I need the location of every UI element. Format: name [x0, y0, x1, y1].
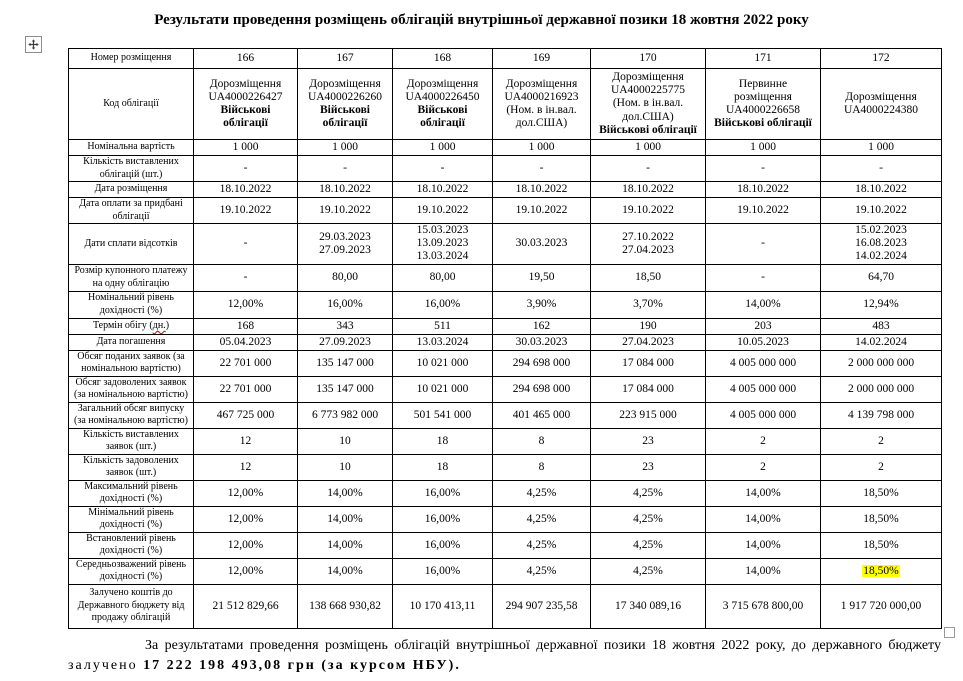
summary-line2-prefix: залучено — [68, 658, 144, 673]
table-cell: 14,00% — [298, 480, 393, 506]
table-cell: 2 000 000 000 — [821, 376, 942, 402]
table-cell: 80,00 — [298, 264, 393, 291]
table-cell: 80,00 — [393, 264, 493, 291]
table-cell: 10 021 000 — [393, 350, 493, 376]
table-cell: 190 — [591, 318, 706, 334]
row-label: Дата оплати за придбані облігації — [69, 198, 194, 224]
table-cell: 16,00% — [393, 506, 493, 532]
row-label: Встановлений рівень дохідності (%) — [69, 532, 194, 558]
table-cell: 401 465 000 — [493, 402, 591, 428]
table-row — [69, 49, 942, 69]
table-cell: 12,00% — [194, 558, 298, 584]
table-cell: 14,00% — [298, 558, 393, 584]
table-cell: 18.10.2022 — [194, 182, 298, 198]
table-cell: 223 915 000 — [591, 402, 706, 428]
table-cell: - — [706, 224, 821, 265]
table-row — [69, 334, 942, 350]
table-row — [69, 532, 942, 558]
table-cell: - — [591, 156, 706, 182]
table-cell: Дорозміщення UA4000226260 Військові облігації — [298, 69, 393, 140]
row-label: Обсяг поданих заявок (за номінальною вартістю) — [69, 350, 194, 376]
table-cell: 14,00% — [706, 291, 821, 318]
move-cross-icon — [28, 39, 39, 50]
table-cell: 18.10.2022 — [591, 182, 706, 198]
table-cell: - — [194, 156, 298, 182]
table-cell: 18,50% — [821, 558, 942, 584]
table-cell: 294 698 000 — [493, 350, 591, 376]
table-cell: 16,00% — [393, 291, 493, 318]
table-cell: 27.09.2023 — [298, 334, 393, 350]
table-cell: 167 — [298, 49, 393, 69]
table-cell: Дорозміщення UA4000225775 (Ном. в ін.вал. дол.США) Військові облігації — [591, 69, 706, 140]
table-cell: Дорозміщення UA4000216923 (Ном. в ін.вал. дол.США) — [493, 69, 591, 140]
table-row — [69, 264, 942, 291]
table-cell: 10 170 413,11 — [393, 584, 493, 628]
page-title: Результати проведення розміщень облігацій внутрішньої державної позики 18 жовтня 2022 року — [154, 12, 809, 28]
table-cell: 170 — [591, 49, 706, 69]
table-cell: 22 701 000 — [194, 350, 298, 376]
table-cell: 10 — [298, 454, 393, 480]
table-cell: 169 — [493, 49, 591, 69]
table-cell: 15.03.2023 13.09.2023 13.03.2024 — [393, 224, 493, 265]
table-cell: 1 000 — [591, 140, 706, 156]
row-label: Середньозважений рівень дохідності (%) — [69, 558, 194, 584]
table-cell: 3,90% — [493, 291, 591, 318]
table-cell: 18 — [393, 454, 493, 480]
table-row — [69, 480, 942, 506]
row-label: Кількість виставлених заявок (шт.) — [69, 428, 194, 454]
table-row — [69, 558, 942, 584]
table-row — [69, 318, 942, 334]
table-cell: 2 — [706, 454, 821, 480]
table-cell: 4,25% — [493, 506, 591, 532]
row-label: Загальний обсяг випуску (за номінальною вартістю) — [69, 402, 194, 428]
table-cell: 18.10.2022 — [298, 182, 393, 198]
table-cell: 294 907 235,58 — [493, 584, 591, 628]
row-label: Розмір купонного платежу на одну облігацію — [69, 264, 194, 291]
table-row — [69, 428, 942, 454]
table-cell: - — [393, 156, 493, 182]
table-cell: 12,94% — [821, 291, 942, 318]
table-cell: 18.10.2022 — [706, 182, 821, 198]
summary-line2 — [68, 656, 941, 676]
table-cell: 14,00% — [706, 480, 821, 506]
table-cell: 172 — [821, 49, 942, 69]
table-cell: 1 000 — [821, 140, 942, 156]
bond-results-table — [68, 48, 942, 629]
table-cell: 135 147 000 — [298, 350, 393, 376]
summary-total-amount: 17 222 198 493,08 грн (за курсом НБУ). — [143, 658, 461, 673]
table-cell: 18,50% — [821, 480, 942, 506]
table-cell: 29.03.2023 27.09.2023 — [298, 224, 393, 265]
table-move-handle[interactable] — [25, 36, 42, 53]
table-cell: 19.10.2022 — [821, 198, 942, 224]
row-label: Кількість виставлених облігацій (шт.) — [69, 156, 194, 182]
table-cell: 1 000 — [194, 140, 298, 156]
table-cell: 14,00% — [298, 506, 393, 532]
table-cell: 27.10.2022 27.04.2023 — [591, 224, 706, 265]
table-cell: 16,00% — [393, 532, 493, 558]
table-row — [69, 198, 942, 224]
row-label: Код облігації — [69, 69, 194, 140]
summary-line1: За результатами проведення розміщень облігацій внутрішньої державної позики 18 жовтня 2022 року, до державного бюджету — [145, 638, 941, 653]
table-cell: 6 773 982 000 — [298, 402, 393, 428]
table-cell: 1 000 — [706, 140, 821, 156]
table-cell: 4 139 798 000 — [821, 402, 942, 428]
table-cell: 12,00% — [194, 532, 298, 558]
table-cell: 16,00% — [298, 291, 393, 318]
table-row — [69, 224, 942, 265]
table-cell: - — [493, 156, 591, 182]
table-cell: 21 512 829,66 — [194, 584, 298, 628]
table-cell: 14,00% — [706, 558, 821, 584]
table-row — [69, 376, 942, 402]
table-cell: 1 000 — [298, 140, 393, 156]
table-cell: 15.02.2023 16.08.2023 14.02.2024 — [821, 224, 942, 265]
table-cell: 27.04.2023 — [591, 334, 706, 350]
table-cell: 19.10.2022 — [298, 198, 393, 224]
table-cell: 138 668 930,82 — [298, 584, 393, 628]
table-cell: 23 — [591, 454, 706, 480]
row-label: Обсяг задоволених заявок (за номінальною вартістю) — [69, 376, 194, 402]
table-cell: 22 701 000 — [194, 376, 298, 402]
table-cell: 17 084 000 — [591, 350, 706, 376]
table-row — [69, 182, 942, 198]
table-cell: 8 — [493, 428, 591, 454]
table-cell: 162 — [493, 318, 591, 334]
table-cell: 10 — [298, 428, 393, 454]
table-cell: 12,00% — [194, 506, 298, 532]
table-cell: 18 — [393, 428, 493, 454]
table-cell: 4,25% — [591, 506, 706, 532]
table-cell: 12 — [194, 454, 298, 480]
table-cell: 168 — [393, 49, 493, 69]
table-cell: 467 725 000 — [194, 402, 298, 428]
table-cell: - — [706, 156, 821, 182]
table-cell: 17 340 089,16 — [591, 584, 706, 628]
row-label: Дата розміщення — [69, 182, 194, 198]
row-label: Номінальний рівень дохідності (%) — [69, 291, 194, 318]
table-cell: 3 715 678 800,00 — [706, 584, 821, 628]
table-cell: 4,25% — [493, 532, 591, 558]
table-cell: 4,25% — [591, 480, 706, 506]
table-row — [69, 402, 942, 428]
table-cell: 8 — [493, 454, 591, 480]
table-cell: - — [706, 264, 821, 291]
table-cell: Дорозміщення UA4000226427 Військові облігації — [194, 69, 298, 140]
table-cell: 135 147 000 — [298, 376, 393, 402]
table-row — [69, 584, 942, 628]
row-label: Кількість задоволених заявок (шт.) — [69, 454, 194, 480]
table-cell: Дорозміщення UA4000224380 — [821, 69, 942, 140]
table-cell: 10.05.2023 — [706, 334, 821, 350]
table-cell: 12,00% — [194, 291, 298, 318]
table-cell: 12 — [194, 428, 298, 454]
table-cell: 12,00% — [194, 480, 298, 506]
table-cell: - — [298, 156, 393, 182]
table-resize-handle[interactable] — [944, 627, 955, 638]
table-cell: 18,50 — [591, 264, 706, 291]
table-cell: 171 — [706, 49, 821, 69]
table-cell: 1 917 720 000,00 — [821, 584, 942, 628]
table-cell: 168 — [194, 318, 298, 334]
table-cell: 4,25% — [493, 480, 591, 506]
table-cell: 2 — [706, 428, 821, 454]
table-cell: Дорозміщення UA4000226450 Військові облігації — [393, 69, 493, 140]
table-cell: 19,50 — [493, 264, 591, 291]
table-cell: - — [194, 224, 298, 265]
table-cell: - — [194, 264, 298, 291]
table-cell: 14.02.2024 — [821, 334, 942, 350]
table-cell: 4 005 000 000 — [706, 350, 821, 376]
table-row — [69, 156, 942, 182]
table-cell: 13.03.2024 — [393, 334, 493, 350]
table-cell: 511 — [393, 318, 493, 334]
table-cell: 18,50% — [821, 532, 942, 558]
table-cell: 4,25% — [493, 558, 591, 584]
table-cell: 19.10.2022 — [591, 198, 706, 224]
table-cell: 05.04.2023 — [194, 334, 298, 350]
table-cell: 2 000 000 000 — [821, 350, 942, 376]
row-label: Дати сплати відсотків — [69, 224, 194, 265]
table-cell: 18,50% — [821, 506, 942, 532]
row-label: Максимальний рівень дохідності (%) — [69, 480, 194, 506]
table-cell: 4,25% — [591, 532, 706, 558]
table-cell: 1 000 — [393, 140, 493, 156]
table-row — [69, 291, 942, 318]
table-cell: 19.10.2022 — [194, 198, 298, 224]
row-label: Номер розміщення — [69, 49, 194, 69]
table-cell: Первинне розміщення UA4000226658 Військові облігації — [706, 69, 821, 140]
table-cell: 19.10.2022 — [706, 198, 821, 224]
table-cell: 4 005 000 000 — [706, 402, 821, 428]
table-cell: 19.10.2022 — [393, 198, 493, 224]
table-cell: 294 698 000 — [493, 376, 591, 402]
row-label: Мінімальний рівень дохідності (%) — [69, 506, 194, 532]
table-cell: 501 541 000 — [393, 402, 493, 428]
row-label: Залучено коштів до Державного бюджету від продажу облігацій — [69, 584, 194, 628]
table-cell: 17 084 000 — [591, 376, 706, 402]
table-cell: 30.03.2023 — [493, 334, 591, 350]
table-cell: 4 005 000 000 — [706, 376, 821, 402]
summary-paragraph — [68, 636, 941, 676]
table-cell: 23 — [591, 428, 706, 454]
table-cell: 16,00% — [393, 480, 493, 506]
table-row — [69, 350, 942, 376]
row-label: Дата погашення — [69, 334, 194, 350]
table-cell: 343 — [298, 318, 393, 334]
table-cell: - — [821, 156, 942, 182]
table-cell: 166 — [194, 49, 298, 69]
table-cell: 10 021 000 — [393, 376, 493, 402]
table-cell: 14,00% — [706, 532, 821, 558]
table-row — [69, 69, 942, 140]
table-row — [69, 140, 942, 156]
table-cell: 16,00% — [393, 558, 493, 584]
table-cell: 14,00% — [706, 506, 821, 532]
table-cell: 483 — [821, 318, 942, 334]
table-cell: 3,70% — [591, 291, 706, 318]
table-cell: 18.10.2022 — [821, 182, 942, 198]
table-cell: 19.10.2022 — [493, 198, 591, 224]
row-label: Номінальна вартість — [69, 140, 194, 156]
table-cell: 4,25% — [591, 558, 706, 584]
table-row — [69, 454, 942, 480]
table-cell: 2 — [821, 454, 942, 480]
table-cell: 64,70 — [821, 264, 942, 291]
row-label: Термін обігу (дн.) — [69, 318, 194, 334]
table-cell: 30.03.2023 — [493, 224, 591, 265]
table-row — [69, 506, 942, 532]
table-cell: 18.10.2022 — [393, 182, 493, 198]
table-cell: 2 — [821, 428, 942, 454]
table-cell: 1 000 — [493, 140, 591, 156]
table-cell: 18.10.2022 — [493, 182, 591, 198]
table-cell: 14,00% — [298, 532, 393, 558]
table-cell: 203 — [706, 318, 821, 334]
